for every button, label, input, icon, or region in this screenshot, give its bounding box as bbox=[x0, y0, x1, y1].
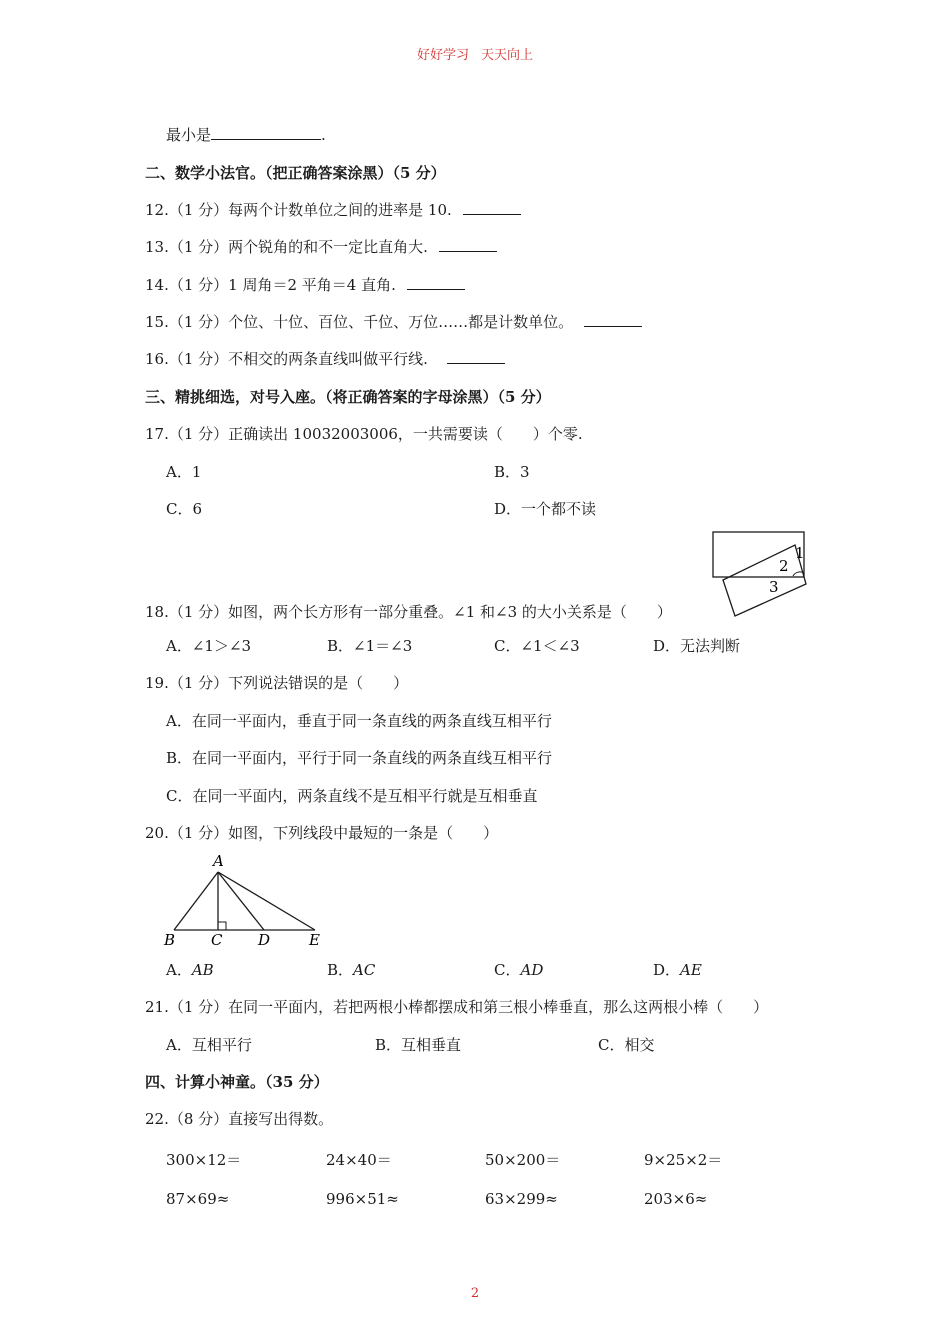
calc-item: 203×6≈ bbox=[644, 1190, 708, 1208]
q20-option-c[interactable] bbox=[494, 959, 543, 980]
q17-option-d[interactable]: D．一个都不读 bbox=[494, 500, 597, 518]
q17-option-a[interactable]: A．1 bbox=[166, 463, 202, 481]
top-line-end: . bbox=[321, 126, 326, 144]
calc-item: 87×69≈ bbox=[166, 1190, 230, 1208]
q20-option-a[interactable] bbox=[166, 959, 214, 980]
option-segment: AE bbox=[680, 961, 702, 979]
segment-ad bbox=[218, 872, 264, 930]
judge-blank[interactable] bbox=[447, 362, 505, 364]
q20-option-b[interactable] bbox=[327, 959, 375, 980]
point-label-a: A bbox=[213, 852, 224, 870]
option-letter: D． bbox=[653, 961, 681, 979]
section-4-title: 四、计算小神童。（35 分） bbox=[145, 1073, 329, 1091]
q20-stem: 20.（1 分）如图，下列线段中最短的一条是（ ） bbox=[145, 824, 499, 842]
q22-stem: 22.（8 分）直接写出得数。 bbox=[145, 1110, 334, 1128]
top-line-text: 最小是 bbox=[166, 126, 212, 144]
q18-option-c[interactable]: C．∠1＜∠3 bbox=[494, 637, 580, 655]
q19-option-b[interactable]: B．在同一平面内，平行于同一条直线的两条直线互相平行 bbox=[166, 749, 553, 767]
q19-option-a[interactable]: A．在同一平面内，垂直于同一条直线的两条直线互相平行 bbox=[166, 712, 552, 730]
point-label-c: C bbox=[211, 931, 223, 948]
angle-label-1: 1 bbox=[795, 544, 805, 562]
judge-blank[interactable] bbox=[407, 288, 465, 290]
segment-ae bbox=[218, 872, 315, 930]
option-letter: B． bbox=[327, 961, 354, 979]
judge-item-15 bbox=[145, 311, 642, 332]
q18-stem: 18.（1 分）如图，两个长方形有一部分重叠。∠1 和∠3 的大小关系是（ ） bbox=[145, 603, 672, 621]
option-segment: AD bbox=[520, 961, 544, 979]
calc-item: 63×299≈ bbox=[485, 1190, 558, 1208]
top-line bbox=[166, 124, 326, 145]
q17-stem: 17.（1 分）正确读出 10032003006，一共需要读（ ）个零. bbox=[145, 425, 583, 443]
q18-option-b[interactable]: B．∠1＝∠3 bbox=[327, 637, 413, 655]
answer-blank[interactable] bbox=[211, 138, 321, 140]
judge-item-text: 12.（1 分）每两个计数单位之间的进率是 10. bbox=[145, 201, 452, 219]
judge-blank[interactable] bbox=[463, 213, 521, 215]
section-3-title: 三、精挑细选，对号入座。（将正确答案的字母涂黑）（5 分） bbox=[145, 388, 551, 406]
q18-option-a[interactable]: A．∠1＞∠3 bbox=[166, 637, 252, 655]
q20-figure bbox=[160, 848, 335, 948]
q21-option-a[interactable]: A．互相平行 bbox=[166, 1036, 252, 1054]
q18-figure bbox=[705, 528, 815, 620]
q19-option-c[interactable]: C．在同一平面内，两条直线不是互相平行就是互相垂直 bbox=[166, 787, 538, 805]
judge-item-16 bbox=[145, 348, 505, 369]
point-label-e: E bbox=[309, 931, 320, 948]
section-2-title: 二、数学小法官。（把正确答案涂黑）（5 分） bbox=[145, 164, 446, 182]
right-angle-mark bbox=[218, 922, 226, 930]
calc-item: 9×25×2＝ bbox=[644, 1151, 723, 1169]
judge-item-13 bbox=[145, 236, 497, 257]
q21-stem: 21.（1 分）在同一平面内，若把两根小棒都摆成和第三根小棒垂直，那么这两根小棒（ ） bbox=[145, 998, 769, 1016]
option-segment: AB bbox=[191, 961, 214, 979]
q21-option-b[interactable]: B．互相垂直 bbox=[375, 1036, 462, 1054]
segment-ab bbox=[174, 872, 218, 930]
page-header bbox=[0, 44, 950, 63]
q17-option-b[interactable]: B．3 bbox=[494, 463, 530, 481]
judge-item-text: 15.（1 分）个位、十位、百位、千位、万位……都是计数单位。 bbox=[145, 313, 574, 331]
point-label-d: D bbox=[258, 931, 271, 948]
header-right-text: 天天向上 bbox=[481, 48, 534, 63]
q21-option-c[interactable]: C．相交 bbox=[598, 1036, 655, 1054]
judge-item-text: 13.（1 分）两个锐角的和不一定比直角大. bbox=[145, 238, 428, 256]
judge-item-text: 16.（1 分）不相交的两条直线叫做平行线. bbox=[145, 350, 428, 368]
point-label-b: B bbox=[164, 931, 176, 948]
q17-option-c[interactable]: C．6 bbox=[166, 500, 203, 518]
judge-item-text: 14.（1 分）1 周角＝2 平角＝4 直角. bbox=[145, 276, 396, 294]
judge-blank[interactable] bbox=[439, 250, 497, 252]
calc-item: 300×12＝ bbox=[166, 1151, 242, 1169]
page-number: 2 bbox=[470, 1286, 480, 1301]
option-segment: AC bbox=[353, 961, 376, 979]
calc-item: 24×40＝ bbox=[326, 1151, 392, 1169]
angle-label-2: 2 bbox=[779, 557, 789, 575]
angle-arc bbox=[793, 572, 804, 576]
q19-stem: 19.（1 分）下列说法错误的是（ ） bbox=[145, 674, 409, 692]
judge-blank[interactable] bbox=[584, 325, 642, 327]
q20-option-d[interactable] bbox=[653, 959, 702, 980]
horizontal-rectangle bbox=[713, 532, 804, 577]
calc-item: 996×51≈ bbox=[326, 1190, 399, 1208]
option-letter: A． bbox=[166, 961, 192, 979]
judge-item-12 bbox=[145, 199, 521, 220]
option-letter: C． bbox=[494, 961, 521, 979]
judge-item-14 bbox=[145, 274, 465, 295]
tilted-rectangle bbox=[723, 545, 806, 616]
q18-option-d[interactable]: D．无法判断 bbox=[653, 637, 741, 655]
calc-item: 50×200＝ bbox=[485, 1151, 561, 1169]
header-left-text: 好好学习 bbox=[416, 48, 469, 63]
angle-label-3: 3 bbox=[769, 578, 779, 596]
